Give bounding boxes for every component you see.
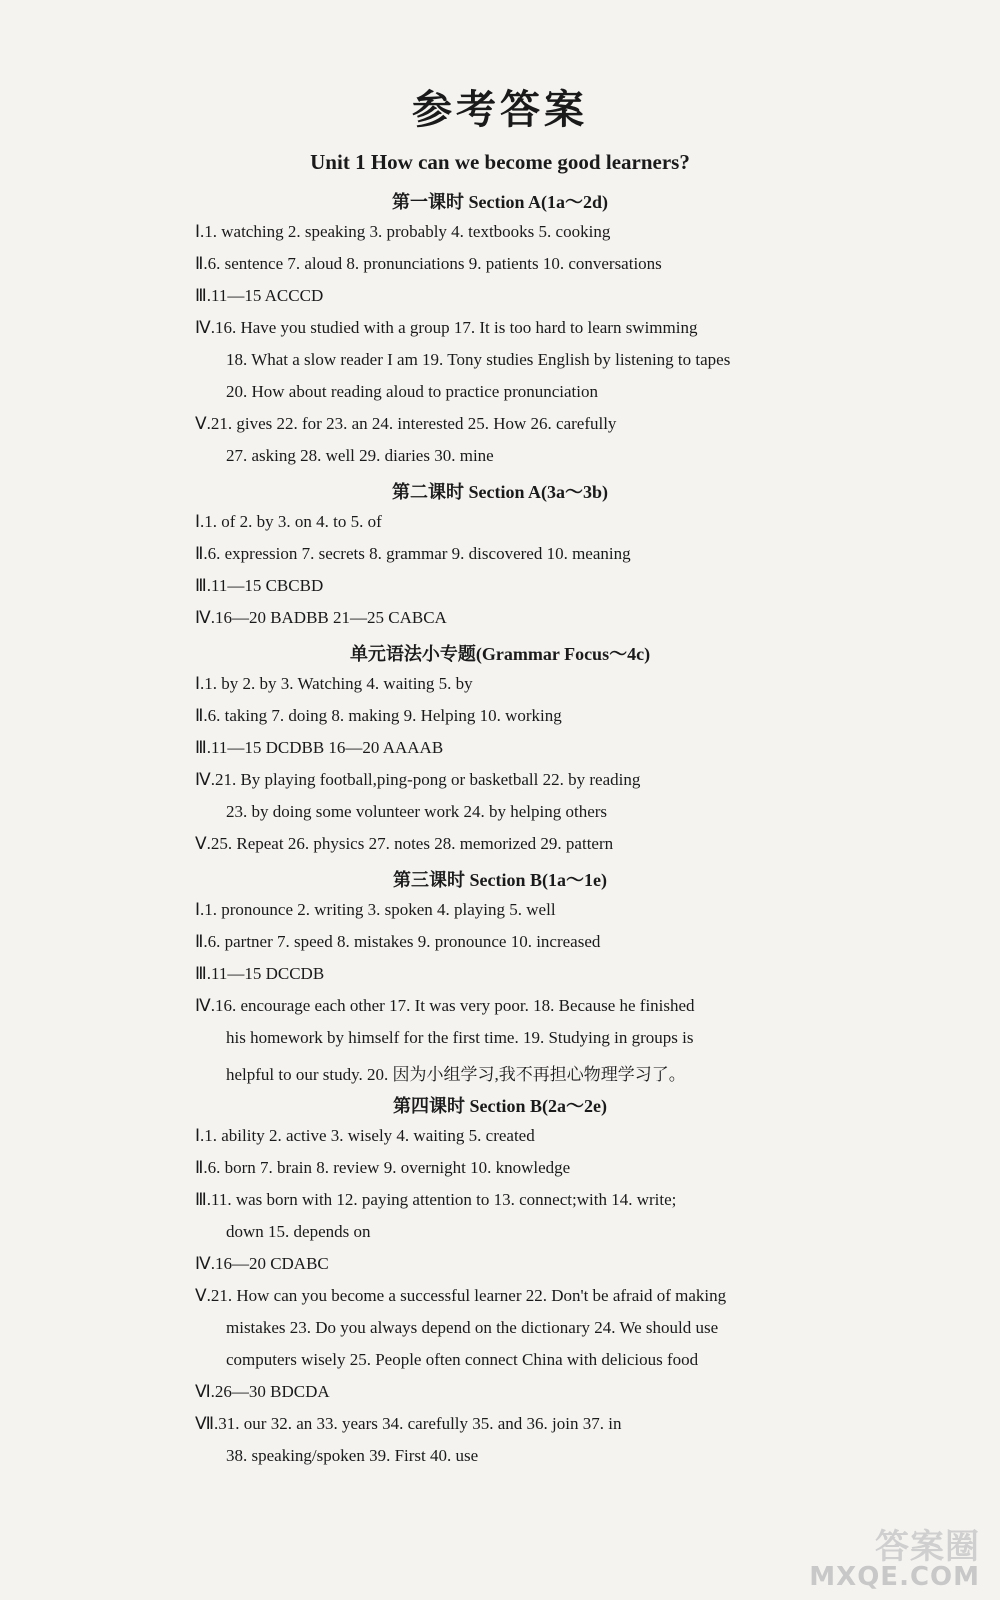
- answer-line: 38. speaking/spoken 39. First 40. use: [226, 1446, 479, 1465]
- answer-line: 20. How about reading aloud to practice pronunciation: [226, 382, 598, 401]
- answer-line: Ⅲ.11—15 ACCCD: [195, 286, 324, 305]
- answer-line: Ⅶ.31. our 32. an 33. years 34. carefully 35. and 36. join 37. in: [195, 1414, 622, 1433]
- section-heading: 第一课时 Section A(1a～2d): [392, 192, 608, 212]
- answer-line: Ⅱ.6. expression 7. secrets 8. grammar 9. discovered 10. meaning: [195, 544, 631, 563]
- answer-line: down 15. depends on: [226, 1222, 371, 1241]
- answer-line: Ⅳ.16. encourage each other 17. It was very poor. 18. Because he finished: [195, 996, 695, 1015]
- answer-line: Ⅳ.16—20 CDABC: [195, 1254, 329, 1273]
- answer-line: 18. What a slow reader I am 19. Tony studies English by listening to tapes: [226, 350, 731, 369]
- answer-line: Ⅴ.21. How can you become a successful learner 22. Don't be afraid of making: [195, 1286, 727, 1305]
- answer-line: Ⅱ.6. taking 7. doing 8. making 9. Helping 10. working: [195, 706, 562, 725]
- answer-line: computers wisely 25. People often connect China with delicious food: [226, 1350, 699, 1369]
- answer-line: his homework by himself for the first time. 19. Studying in groups is: [226, 1028, 694, 1047]
- answer-line: Ⅴ.21. gives 22. for 23. an 24. interested 25. How 26. carefully: [195, 414, 617, 433]
- answer-line: Ⅳ.16—20 BADBB 21—25 CABCA: [195, 608, 447, 627]
- answer-line: Ⅲ.11—15 CBCBD: [195, 576, 324, 595]
- answer-line: Ⅴ.25. Repeat 26. physics 27. notes 28. memorized 29. pattern: [195, 834, 614, 853]
- answer-line: Ⅲ.11—15 DCDBB 16—20 AAAAB: [195, 738, 444, 757]
- answer-line: 27. asking 28. well 29. diaries 30. mine: [226, 446, 494, 465]
- watermark-url: MXQE.COM: [809, 1562, 980, 1592]
- answer-line: Ⅰ.1. ability 2. active 3. wisely 4. waiting 5. created: [195, 1126, 535, 1145]
- watermark-logo-text: 答案圈: [875, 1527, 980, 1567]
- answer-line: Ⅳ.16. Have you studied with a group 17. It is too hard to learn swimming: [195, 318, 698, 337]
- answer-line: Ⅰ.1. watching 2. speaking 3. probably 4. textbooks 5. cooking: [195, 222, 611, 241]
- section-heading: 第二课时 Section A(3a～3b): [392, 482, 608, 502]
- answer-line: Ⅱ.6. sentence 7. aloud 8. pronunciations 9. patients 10. conversations: [195, 254, 662, 273]
- answer-line: Ⅱ.6. born 7. brain 8. review 9. overnight 10. knowledge: [195, 1158, 571, 1177]
- answer-line: Ⅰ.1. of 2. by 3. on 4. to 5. of: [195, 512, 382, 531]
- answer-line: Ⅰ.1. pronounce 2. writing 3. spoken 4. playing 5. well: [195, 900, 556, 919]
- answer-line: mistakes 23. Do you always depend on the dictionary 24. We should use: [226, 1318, 719, 1337]
- answer-line: Ⅰ.1. by 2. by 3. Watching 4. waiting 5. by: [195, 674, 473, 693]
- section-heading: 第三课时 Section B(1a～1e): [393, 870, 607, 890]
- unit-title: Unit 1 How can we become good learners?: [310, 150, 690, 174]
- answer-line: Ⅳ.21. By playing football,ping-pong or basketball 22. by reading: [195, 770, 641, 789]
- section-heading: 单元语法小专题(Grammar Focus～4c): [349, 644, 651, 664]
- answer-line: Ⅲ.11—15 DCCDB: [195, 964, 325, 983]
- answer-line: Ⅵ.26—30 BDCDA: [195, 1382, 330, 1401]
- section-heading: 第四课时 Section B(2a～2e): [393, 1096, 607, 1116]
- answer-line: 23. by doing some volunteer work 24. by helping others: [226, 802, 608, 821]
- answer-line: Ⅲ.11. was born with 12. paying attention to 13. connect;with 14. write;: [195, 1190, 677, 1209]
- page-title: 参考答案: [412, 87, 588, 133]
- site-watermark: [809, 1527, 980, 1592]
- answer-line: helpful to our study. 20. 因为小组学习,我不再担心物理学习了。: [226, 1065, 686, 1084]
- answer-line: Ⅱ.6. partner 7. speed 8. mistakes 9. pronounce 10. increased: [195, 932, 601, 951]
